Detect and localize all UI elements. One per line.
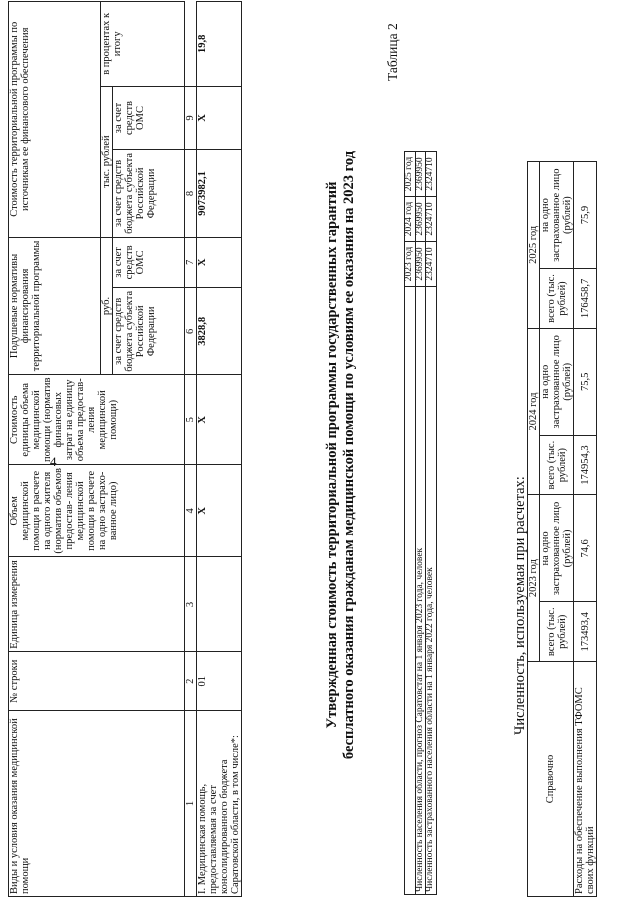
budget-thousands-cell: 9073982,1 <box>197 150 242 237</box>
row-label: I. Медицинская помощь, предоставляемая за счет консолидированного бюджета Саратовской области, в том числе*: <box>197 710 242 896</box>
row-label: Численность застрахованного населения области на 1 января 2022 года, человек <box>426 287 437 895</box>
volume-cell: X <box>197 465 242 557</box>
source-oms: за счет средств ОМС <box>113 86 185 150</box>
value-cell: 2324710 <box>426 152 437 197</box>
column-number: 7 <box>185 237 197 288</box>
value-cell: 2369950 <box>415 197 426 242</box>
year-header: 2025 год <box>528 162 540 329</box>
value-cell: 176458,7 <box>574 269 597 329</box>
row-label: Расходы на обеспечение выполнения ТФОМС своих функций <box>574 662 597 897</box>
header-per-capita: Подушевые нормативы финансирования территориальной программы <box>9 237 101 375</box>
oms-thousands-cell: X <box>197 86 242 150</box>
percent-cell: 19,8 <box>197 2 242 87</box>
oms-rub-cell: X <box>197 237 242 288</box>
year-header: 2024 год <box>528 328 540 495</box>
value-cell: 74,6 <box>574 495 597 602</box>
empty-cell <box>405 287 416 895</box>
source-budget: за счет средств бюджета субъекта Российской Федерации <box>113 150 185 237</box>
year-header: 2024 год <box>405 197 416 242</box>
source-budget: за счет средств бюджета субъекта Российской Федерации <box>113 288 185 375</box>
column-number: 9 <box>185 86 197 150</box>
row-number: 01 <box>197 652 242 711</box>
column-number: 4 <box>185 465 197 557</box>
header-volume: Объем медицинской помощи в расчете на одного жителя (норматив объемов предостав- ления медицинской помощи в расчете на одно застрахо- ванное лицо) <box>9 465 185 557</box>
unit-percent: в процентах к итогу <box>101 2 185 87</box>
header-program-cost: Стоимость территориальной программы по источникам ее финансового обеспечения <box>9 2 101 238</box>
col-per-insured-header: на одно застрахованное лицо (рублей) <box>540 162 574 269</box>
value-cell: 2324710 <box>426 197 437 242</box>
column-number: 1 <box>185 710 197 896</box>
unit-thousands: тыс. рублей <box>101 86 113 237</box>
col-per-insured-header: на одно застрахованное лицо (рублей) <box>540 495 574 602</box>
value-cell: 75,9 <box>574 162 597 269</box>
unit-cell <box>197 557 242 652</box>
reference-table <box>527 161 597 897</box>
value-cell: 2369950 <box>415 152 426 197</box>
calc-title: Численность, используемая при расчетах: <box>512 476 528 735</box>
heading-line: Утвержденная стоимость территориальной программы государственных гарантий <box>324 181 340 729</box>
header-types: Виды и условия оказания медицинской помощи <box>9 710 185 896</box>
unit-rub: руб. <box>101 237 113 375</box>
reference-header-cell: Справочно <box>528 662 574 897</box>
header-cost: Стоимость единицы объема медицинской помощи (норматив финансовых затрат на единицу объема предостав- ления медицинской помощи) <box>9 375 185 465</box>
value-cell: 2369950 <box>415 242 426 287</box>
source-oms: за счет средств ОМС <box>113 237 185 288</box>
header-row-number: № строки <box>9 652 185 711</box>
year-header: 2025 год <box>405 152 416 197</box>
row-label: Численность населения области, прогноз Саратовстат на 1 января 2023 года, человек <box>415 287 426 895</box>
table-heading <box>324 15 358 895</box>
value-cell: 174954,3 <box>574 435 597 495</box>
page-number: 4 <box>50 454 57 469</box>
value-cell: 75,5 <box>574 328 597 435</box>
value-cell: 173493,4 <box>574 602 597 662</box>
population-table <box>404 151 437 895</box>
column-number: 8 <box>185 150 197 237</box>
header-unit: Единица измерения <box>9 557 185 652</box>
col-total-header: всего (тыс. рублей) <box>540 269 574 329</box>
column-number: 6 <box>185 288 197 375</box>
col-total-header: всего (тыс. рублей) <box>540 602 574 662</box>
main-table <box>8 1 242 897</box>
col-total-header: всего (тыс. рублей) <box>540 435 574 495</box>
column-number: 5 <box>185 375 197 465</box>
column-number: 3 <box>185 557 197 652</box>
year-header: 2023 год <box>405 242 416 287</box>
value-cell: 2324710 <box>426 242 437 287</box>
cost-cell: X <box>197 375 242 465</box>
heading-line: бесплатного оказания гражданам медицинской помощи по условиям ее оказания на 2023 год <box>341 150 357 760</box>
budget-rub-cell: 3828,8 <box>197 288 242 375</box>
column-number: 2 <box>185 652 197 711</box>
year-header: 2023 год <box>528 495 540 662</box>
col-per-insured-header: на одно застрахованное лицо (рублей) <box>540 328 574 435</box>
table-label: Таблица 2 <box>385 23 400 81</box>
